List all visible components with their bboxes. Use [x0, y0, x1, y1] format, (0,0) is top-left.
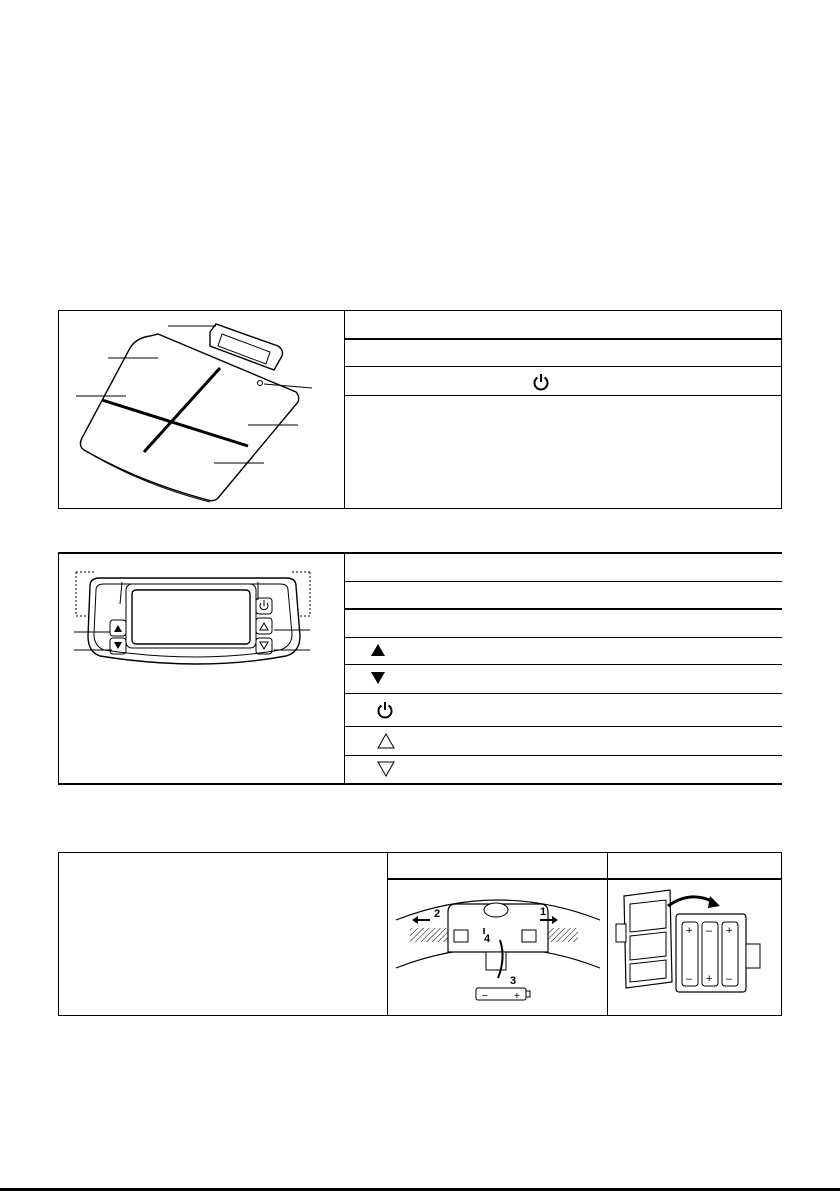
- controls-row-line-6: [344, 726, 782, 727]
- svg-text:–: –: [706, 925, 713, 937]
- overview-row-line-3: [344, 395, 782, 396]
- battery-compartment-illustration: [610, 882, 780, 1014]
- svg-text:+: +: [706, 973, 713, 985]
- display-unit-illustration: [60, 556, 344, 784]
- overview-row-line-2: [344, 366, 782, 367]
- svg-text:1: 1: [540, 906, 547, 918]
- controls-top-border: [58, 552, 782, 554]
- footer-rule: [0, 1188, 840, 1191]
- svg-text:–: –: [482, 990, 488, 1001]
- battery-divider-1: [387, 852, 388, 1016]
- controls-row-line-3: [344, 637, 782, 638]
- controls-row-line-4: [344, 664, 782, 665]
- scale-illustration: [60, 312, 344, 508]
- power-icon: [532, 372, 550, 392]
- battery-header-line: [387, 878, 782, 880]
- controls-row-line-1: [344, 581, 782, 582]
- controls-row-line-2: [344, 608, 782, 610]
- svg-text:2: 2: [434, 908, 441, 920]
- power-icon: [376, 700, 394, 720]
- svg-text:3: 3: [510, 975, 517, 987]
- controls-divider: [344, 552, 345, 785]
- battery-divider-2: [607, 852, 608, 1016]
- controls-row-line-5: [344, 693, 782, 694]
- svg-text:–: –: [686, 973, 693, 985]
- svg-text:+: +: [686, 925, 693, 937]
- outline-down-triangle-icon: [377, 761, 395, 777]
- svg-text:–: –: [726, 973, 733, 985]
- svg-text:4: 4: [484, 933, 491, 945]
- filled-down-triangle-icon: [370, 671, 386, 685]
- filled-up-triangle-icon: [370, 643, 386, 657]
- outline-up-triangle-icon: [377, 733, 395, 749]
- svg-text:+: +: [514, 991, 520, 1002]
- svg-text:+: +: [726, 925, 733, 937]
- controls-left-border: [58, 552, 59, 785]
- overview-row-line-1: [344, 338, 782, 340]
- battery-insert-illustration: [390, 882, 606, 1014]
- controls-row-line-7: [344, 755, 782, 756]
